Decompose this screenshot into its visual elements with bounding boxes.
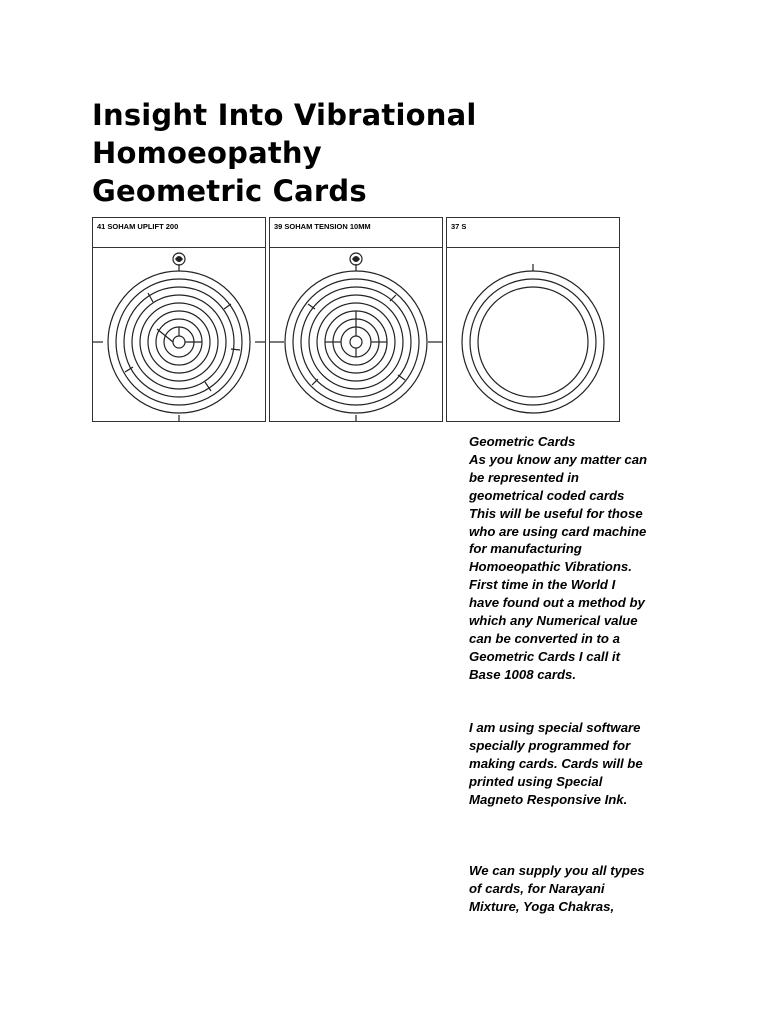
card-label: 41 SOHAM UPLIFT 200 [93, 218, 265, 248]
title-line: Insight Into Vibrational [92, 98, 477, 132]
text-line: for manufacturing [469, 541, 582, 557]
concentric-circle-diagram [93, 249, 265, 421]
body-paragraph [469, 719, 689, 809]
body-paragraph [469, 433, 689, 684]
body-paragraph [469, 862, 689, 916]
title-line: Homoeopathy [92, 136, 322, 170]
text-line: printed using Special [469, 773, 603, 789]
card-label: 39 SOHAM TENSION 10MM [270, 218, 442, 248]
concentric-circle-diagram [270, 249, 442, 421]
title-line: Geometric Cards [92, 174, 367, 208]
geometric-card [269, 217, 443, 422]
text-line: be represented in [469, 469, 579, 485]
text-line: specially programmed for [469, 737, 631, 753]
geometric-cards-image [92, 217, 467, 422]
text-line: This will be useful for those [469, 505, 643, 521]
text-line: making cards. Cards will be [469, 755, 643, 771]
page-title [92, 96, 552, 210]
text-line: which any Numerical value [469, 613, 638, 629]
text-line: We can supply you all types [469, 863, 645, 878]
text-line: have found out a method by [469, 595, 645, 611]
text-line: can be converted in to a [469, 630, 620, 646]
text-line: First time in the World I [469, 577, 616, 593]
card-label: 37 S [447, 218, 619, 248]
text-line: geometrical coded cards [469, 487, 625, 503]
text-line: of cards, for Narayani [469, 880, 605, 896]
text-line: Mixture, Yoga Chakras, [469, 898, 615, 914]
text-line: Magneto Responsive Ink. [469, 791, 628, 807]
text-line: who are using card machine [469, 523, 647, 539]
text-line: Base 1008 cards. [469, 666, 577, 682]
text-line: Geometric Cards I call it [469, 648, 620, 664]
text-line: As you know any matter can [469, 451, 648, 467]
text-line: I am using special software [469, 720, 641, 735]
concentric-circle-diagram [447, 249, 619, 421]
text-line: Geometric Cards [469, 434, 576, 449]
text-line: Homoeopathic Vibrations. [469, 559, 632, 575]
geometric-card [92, 217, 266, 422]
geometric-card [446, 217, 620, 422]
